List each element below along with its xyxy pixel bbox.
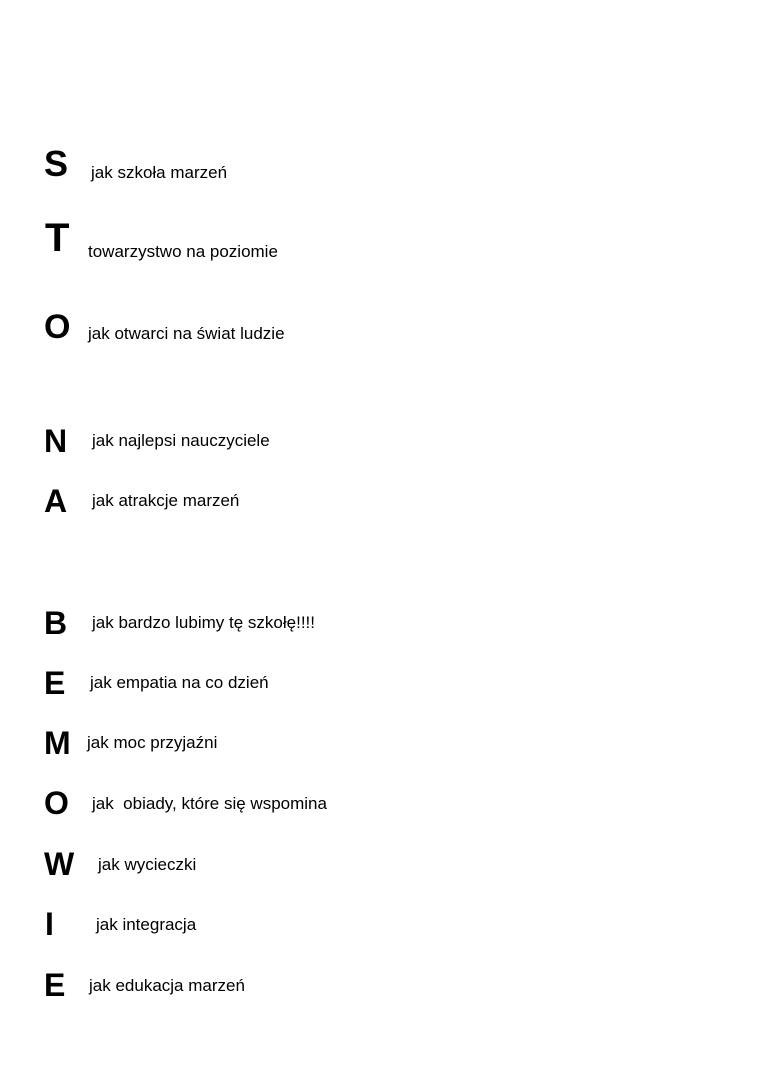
acrostic-initial: I	[45, 906, 54, 942]
acrostic-phrase: jak edukacja marzeń	[89, 976, 245, 995]
acrostic-initial: M	[44, 725, 71, 761]
acrostic-phrase: jak otwarci na świat ludzie	[88, 324, 285, 343]
acrostic-phrase: jak obiady, które się wspomina	[92, 794, 327, 813]
acrostic-initial: W	[44, 846, 75, 882]
acrostic-phrase: jak moc przyjaźni	[87, 733, 218, 752]
acrostic-initial: O	[44, 308, 71, 346]
acrostic-phrase: jak bardzo lubimy tę szkołę!!!!	[92, 613, 315, 632]
acrostic-initial: A	[44, 483, 68, 519]
acrostic-phrase: jak wycieczki	[98, 855, 197, 874]
acrostic-initial: N	[44, 423, 68, 459]
acrostic-phrase: jak najlepsi nauczyciele	[92, 431, 270, 450]
acrostic-initial: B	[44, 605, 68, 641]
acrostic-initial: E	[44, 665, 66, 701]
acrostic-phrase: towarzystwo na poziomie	[88, 242, 278, 261]
acrostic-phrase: jak atrakcje marzeń	[92, 491, 240, 510]
acrostic-phrase: jak szkoła marzeń	[91, 163, 228, 182]
acrostic-initial: O	[44, 785, 69, 821]
acrostic-initial: S	[44, 143, 69, 184]
acrostic-initial: T	[45, 216, 70, 260]
acrostic-phrase: jak empatia na co dzień	[90, 673, 269, 692]
acrostic-phrase: jak integracja	[96, 915, 197, 934]
acrostic-initial: E	[44, 967, 66, 1003]
